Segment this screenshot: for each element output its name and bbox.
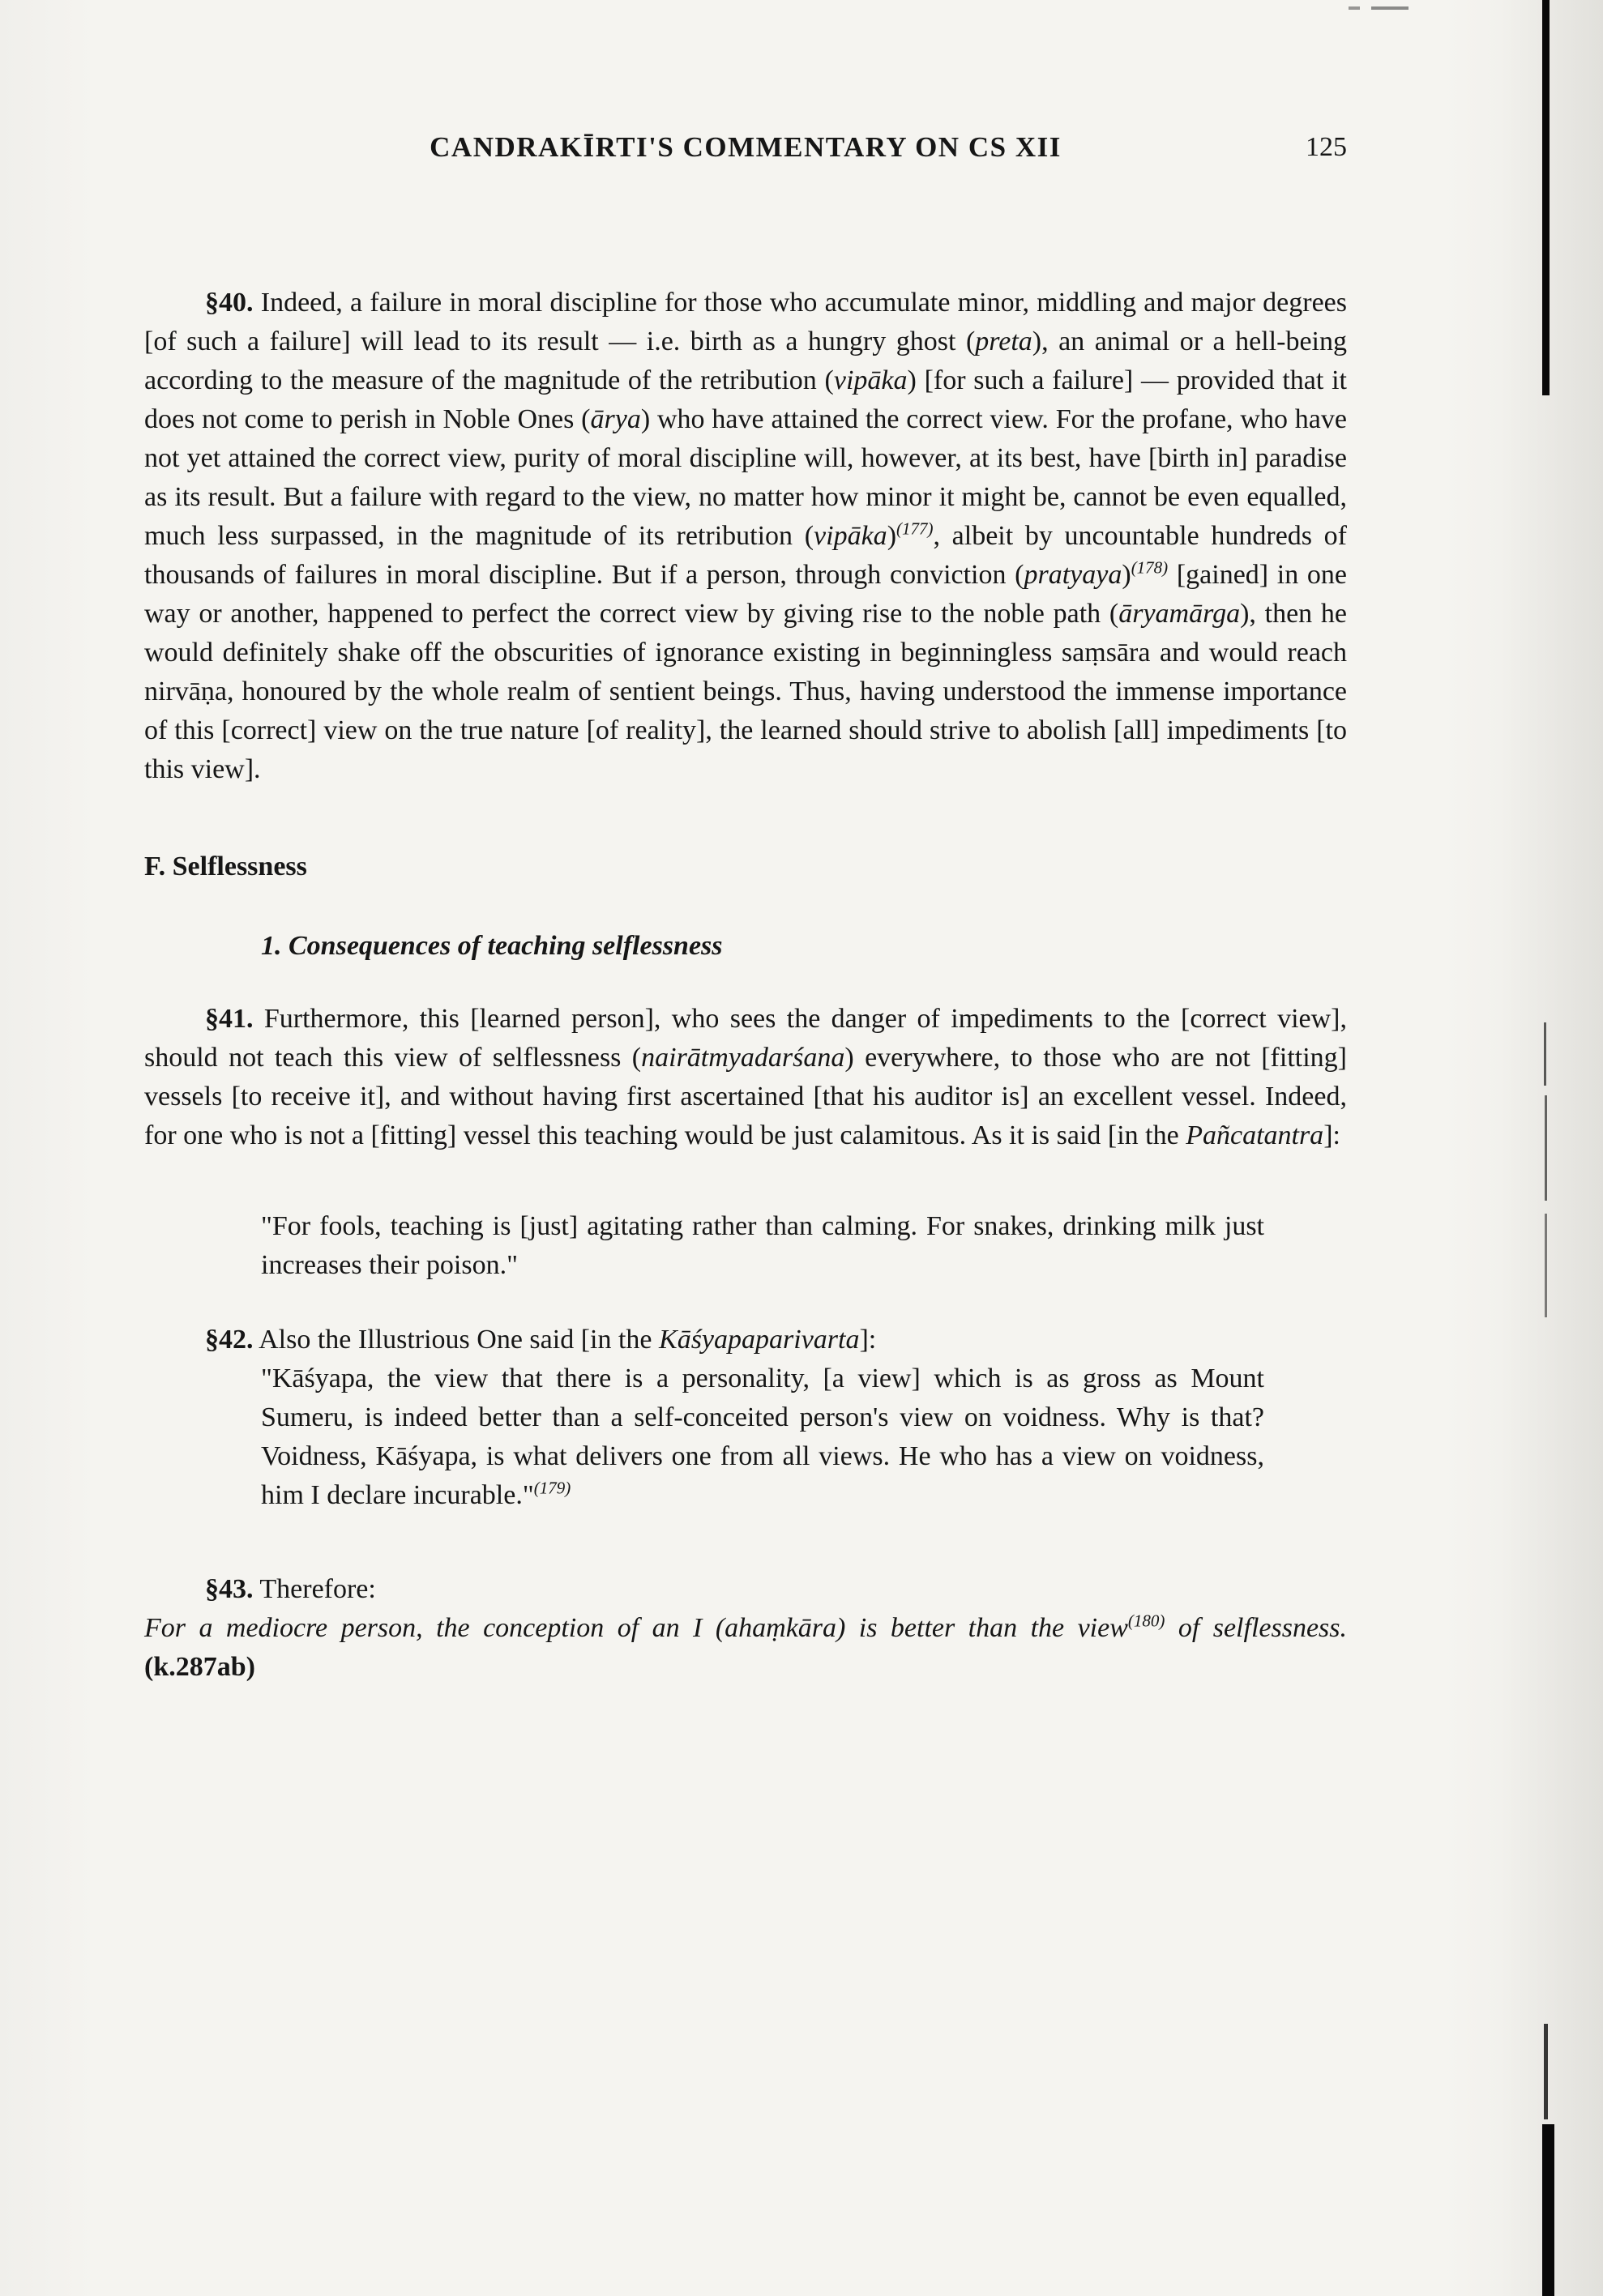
text-segment: (178) <box>1131 557 1169 578</box>
page-title: CANDRAKĪRTI'S COMMENTARY ON CS XII <box>430 131 1062 163</box>
text-segment: ), then he would definitely shake off the obscurities of ignorance existing in beginningless saṃsāra and would reach nirvāṇa, honoured by the whole realm of sentient beings. Thus, having understood the immense importance of this [correct] view on the true nature [of reality], the learned should strive to abolish [all] impediments [to this view]. <box>144 599 1347 784</box>
text-segment: Also the Illustrious One said [in the <box>253 1325 660 1355</box>
text-segment: Indeed, a failure in moral discipline for those who accumulate minor, middling and major degrees [of such a failure] will lead to its result — i.e. birth as a hungry ghost ( <box>144 288 1347 356</box>
scan-dust-dash-2 <box>1349 6 1360 10</box>
text-segment: "Kāśyapa, the view that there is a personality, [a view] which is as gross as Mount Sumeru, is indeed better than a self-conceited person's view on voidness. Why is that? Voidness, Kāśyapa, is what delivers one from all views. He who has a view on voidness, him I declare incurable." <box>261 1364 1264 1510</box>
paragraph <box>144 1570 1347 1609</box>
paragraph <box>144 1321 1347 1359</box>
text-segment: Pañcatantra <box>1186 1120 1324 1150</box>
text-segment: ), an animal or a hell-being according to the measure of the magnitude of the retribution ( <box>144 326 1347 395</box>
text-segment: F. Selflessness <box>144 851 307 881</box>
text-segment: Kāśyapaparivarta <box>659 1325 860 1355</box>
running-header <box>144 128 1347 167</box>
text-segment: 1. Consequences of teaching selflessness <box>261 931 723 961</box>
paragraph <box>144 1000 1347 1155</box>
scan-binding-mark-mid-3 <box>1545 1214 1547 1317</box>
page-number: 125 <box>1306 132 1347 162</box>
text-segment: (k.287ab) <box>144 1652 255 1682</box>
text-segment: ārya <box>590 404 641 434</box>
scan-binding-mark-bottom <box>1542 2124 1554 2296</box>
text-segment: §42. <box>205 1325 254 1355</box>
text-segment: (179) <box>533 1478 571 1498</box>
text-segment: of selflessness. <box>1165 1613 1348 1643</box>
subsection-heading <box>261 927 1347 966</box>
text-segment: ) [for such a failure] — provided that it does not come to perish in Noble Ones ( <box>144 365 1347 434</box>
text-segment: §43. <box>205 1574 254 1604</box>
text-block <box>144 0 1347 1687</box>
text-segment: vipāka <box>814 521 887 551</box>
text-segment: (177) <box>896 519 934 539</box>
text-segment: For a mediocre person, the conception of an I (ahaṃkāra) is better than the view <box>144 1613 1128 1643</box>
scan-dust-dash-1 <box>1371 6 1409 10</box>
text-segment: preta <box>975 326 1032 356</box>
text-segment: pratyaya <box>1024 560 1122 590</box>
text-segment: ) <box>887 521 897 551</box>
scan-binding-mark-mid-2 <box>1545 1095 1547 1201</box>
scan-binding-mark-top <box>1542 0 1550 395</box>
paragraph <box>144 284 1347 789</box>
scan-binding-mark-mid-1 <box>1544 1022 1546 1086</box>
text-segment: Therefore: <box>253 1574 376 1604</box>
text-segment: (180) <box>1127 1611 1165 1631</box>
block-quote <box>261 1207 1264 1285</box>
scan-binding-mark-low <box>1544 2024 1548 2119</box>
text-segment: ) everywhere, to those who are not [fitting] vessels [to receive it], and without having first ascertained [that his auditor is] an excellent vessel. Indeed, for one who is not a [fitting] vessel this teaching would be just calamitous. As it is said [in the <box>144 1043 1347 1150</box>
text-segment: vipāka <box>833 365 908 395</box>
text-segment: §40. <box>205 288 254 318</box>
text-segment: , albeit by uncountable hundreds of thousands of failures in moral discipline. But if a person, through conviction ( <box>144 521 1348 590</box>
text-segment: āryamārga <box>1118 599 1241 629</box>
text-segment: ]: <box>859 1325 877 1355</box>
text-segment: [gained] in one way or another, happened to perfect the correct view by giving rise to the noble path ( <box>144 560 1348 629</box>
text-segment: ) who have attained the correct view. For the profane, who have not yet attained the correct view, purity of moral discipline will, however, at its best, have [birth in] paradise as its result. But a failure with regard to the view, no matter how minor it might be, cannot be even equalled, much less surpassed, in the magnitude of its retribution ( <box>144 404 1347 551</box>
page-edge-shadow <box>1498 0 1603 2296</box>
text-segment: "For fools, teaching is [just] agitating rather than calming. For snakes, drinking milk just increases their poison." <box>261 1211 1264 1280</box>
text-segment: §41. <box>205 1004 254 1034</box>
text-segment: Furthermore, this [learned person], who sees the danger of impediments to the [correct view], should not teach this view of selflessness ( <box>144 1004 1347 1073</box>
section-heading <box>144 847 1347 886</box>
text-segment: nairātmyadarśana <box>641 1043 845 1073</box>
text-segment: ) <box>1122 560 1131 590</box>
text-segment: ]: <box>1323 1120 1340 1150</box>
page-content <box>144 284 1347 1687</box>
block-quote <box>261 1359 1264 1515</box>
verse <box>144 1609 1347 1687</box>
